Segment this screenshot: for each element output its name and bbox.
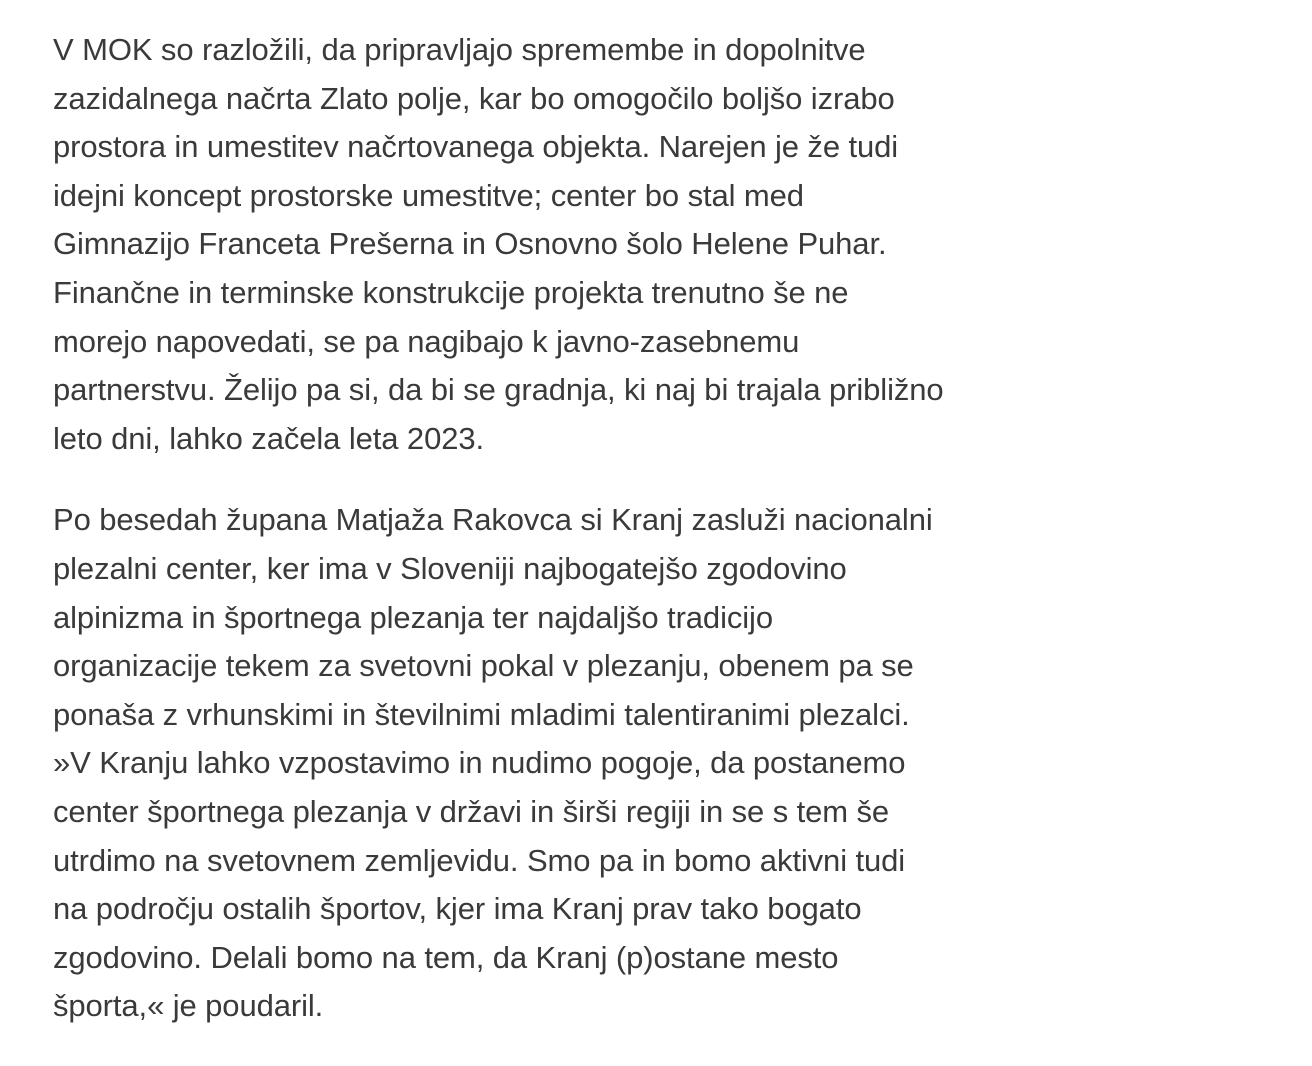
text-line: Finančne in terminske konstrukcije projekta trenutno še ne xyxy=(53,274,849,310)
text-line: morejo napovedati, se pa nagibajo k javno-zasebnemu xyxy=(53,323,800,359)
article-body xyxy=(53,26,1093,1031)
text-line: športa,« je poudaril. xyxy=(53,988,324,1024)
text-line: ponaša z vrhunskimi in številnimi mladimi talentiranimi plezalci. xyxy=(53,696,910,732)
paragraph-2 xyxy=(53,496,1093,1031)
text-line: »V Kranju lahko vzpostavimo in nudimo pogoje, da postanemo xyxy=(53,745,906,781)
text-line: center športnega plezanja v državi in širši regiji in se s tem še xyxy=(53,793,890,829)
text-line: alpinizma in športnega plezanja ter najdaljšo tradicijo xyxy=(53,599,773,635)
text-line: partnerstvu. Želijo pa si, da bi se gradnja, ki naj bi trajala približno xyxy=(53,372,944,408)
text-line: prostora in umestitev načrtovanega objekta. Narejen je že tudi xyxy=(53,129,899,165)
text-line: V MOK so razložili, da pripravljajo spremembe in dopolnitve xyxy=(53,32,866,67)
text-line: Po besedah župana Matjaža Rakovca si Kranj zasluži nacionalni xyxy=(53,502,933,538)
text-line: organizacije tekem za svetovni pokal v plezanju, obenem pa se xyxy=(53,648,914,684)
paragraph-1 xyxy=(53,26,1093,463)
text-line: Gimnazijo Franceta Prešerna in Osnovno šolo Helene Puhar. xyxy=(53,226,887,262)
text-line: na področju ostalih športov, kjer ima Kranj prav tako bogato xyxy=(53,891,862,927)
text-line: zazidalnega načrta Zlato polje, kar bo omogočilo boljšo izrabo xyxy=(53,80,895,116)
text-line: utrdimo na svetovnem zemljevidu. Smo pa in bomo aktivni tudi xyxy=(53,842,906,878)
text-line: zgodovino. Delali bomo na tem, da Kranj (p)ostane mesto xyxy=(53,939,839,975)
text-line: plezalni center, ker ima v Sloveniji najbogatejšo zgodovino xyxy=(53,550,847,586)
text-line: idejni koncept prostorske umestitve; center bo stal med xyxy=(53,177,804,213)
text-line: leto dni, lahko začela leta 2023. xyxy=(53,420,485,456)
